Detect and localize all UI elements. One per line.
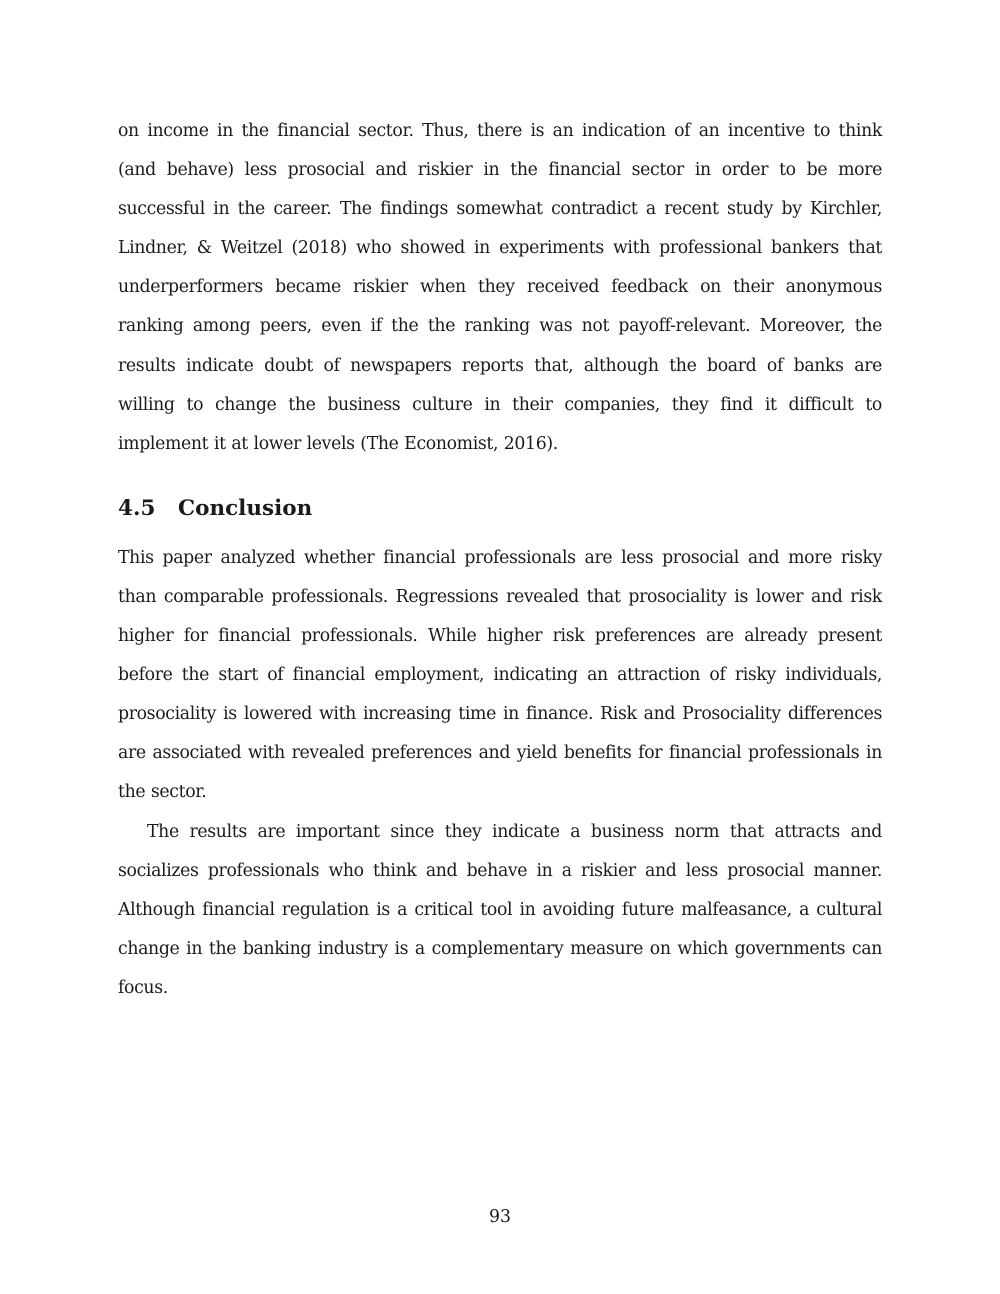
page-number: 93 [489, 1207, 511, 1227]
page-body [118, 112, 882, 1008]
section-title: Conclusion [178, 495, 313, 521]
conclusion-paragraph-2: The results are important since they indicate a business norm that attracts and socializes professionals who think and behave in a riskier and less prosocial manner. Although financial regulation is a critical tool in avoiding future malfeasance, a cultural change in the banking industry is a complementary measure on which governments can focus. [118, 821, 882, 998]
section-heading [118, 494, 882, 524]
paragraph-continued: on income in the financial sector. Thus, there is an indication of an incentive to think (and behave) less prosocial and riskier in the financial sector in order to be more successful in the career. The findings somewhat contradict a recent study by Kirchler, Lindner, & Weitzel (2018) who showed in experiments with professional bankers that underperformers became riskier when they received feedback on their anonymous ranking among peers, even if the the ranking was not payoff-relevant. Moreover, the results indicate doubt of newspapers reports that, although the board of banks are willing to change the business culture in their companies, they find it difficult to implement it at lower levels (The Economist, 2016). [118, 121, 882, 454]
section-number: 4.5 [118, 495, 156, 521]
conclusion-paragraph-1: This paper analyzed whether financial professionals are less prosocial and more risky than comparable professionals. Regressions revealed that prosociality is lower and risk higher for financial professionals. While higher risk preferences are already present before the start of financial employment, indicating an attraction of risky individuals, prosociality is lowered with increasing time in finance. Risk and Prosociality differences are associated with revealed preferences and yield benefits for financial professionals in the sector. [118, 547, 882, 803]
